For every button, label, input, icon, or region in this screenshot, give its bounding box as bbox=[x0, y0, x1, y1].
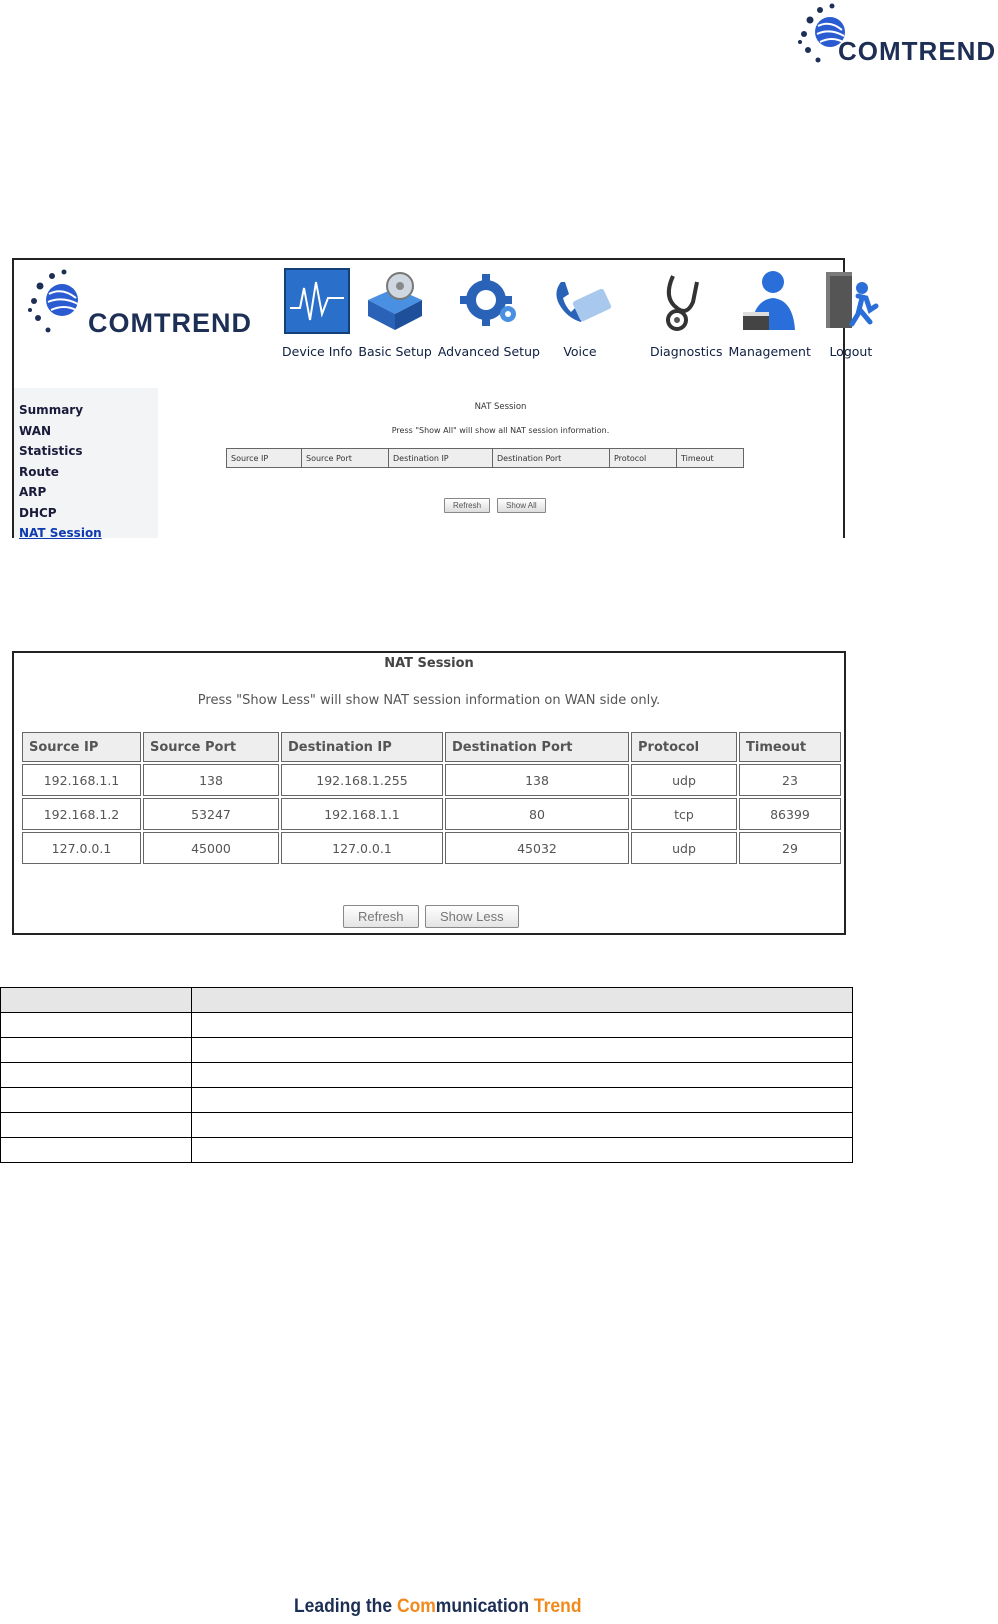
nav-basic-setup[interactable]: Basic Setup bbox=[358, 268, 431, 359]
table-row bbox=[22, 832, 841, 864]
logout-icon bbox=[817, 268, 885, 334]
cell-destination-port: 45032 bbox=[445, 832, 629, 864]
cell-destination-ip: 127.0.0.1 bbox=[281, 832, 443, 864]
sidebar-item-arp[interactable]: ARP bbox=[19, 485, 47, 499]
column-header: Source IP bbox=[227, 449, 302, 468]
table-row bbox=[1, 1063, 853, 1088]
cell-protocol: udp bbox=[631, 832, 737, 864]
nav-management[interactable]: Management bbox=[729, 268, 811, 359]
sidebar-item-dhcp[interactable]: DHCP bbox=[19, 505, 57, 520]
cell-source-port: 138 bbox=[143, 764, 279, 796]
show-less-button[interactable]: Show Less bbox=[425, 905, 519, 928]
comtrend-globe-icon bbox=[24, 266, 94, 346]
router-header bbox=[14, 260, 873, 388]
cell-protocol: tcp bbox=[631, 798, 737, 830]
column-header: Destination IP bbox=[281, 732, 443, 762]
parameter-description-table bbox=[0, 987, 853, 1163]
nav-device-info[interactable]: Device Info bbox=[282, 268, 352, 359]
column-header: Source Port bbox=[302, 449, 389, 468]
cell-protocol: udp bbox=[631, 764, 737, 796]
device-info-icon bbox=[283, 268, 351, 334]
cell-destination-ip: 192.168.1.255 bbox=[281, 764, 443, 796]
column-header: Timeout bbox=[677, 449, 744, 468]
nat-table-empty bbox=[226, 448, 744, 468]
column-header: Protocol bbox=[631, 732, 737, 762]
nav-logout[interactable]: Logout bbox=[817, 268, 885, 359]
table-row bbox=[1, 1013, 853, 1038]
cell-source-ip: 192.168.1.2 bbox=[22, 798, 141, 830]
nav-advanced-setup[interactable]: Advanced Setup bbox=[438, 268, 540, 359]
router-wordmark: COMTREND bbox=[88, 308, 252, 338]
sidebar-item-route[interactable]: Route bbox=[19, 464, 59, 479]
column-header: Timeout bbox=[739, 732, 841, 762]
nav-diagnostics[interactable]: Diagnostics bbox=[650, 268, 723, 359]
cell-source-ip: 192.168.1.1 bbox=[22, 764, 141, 796]
voice-icon bbox=[546, 268, 614, 334]
table-row bbox=[1, 1113, 853, 1138]
management-icon bbox=[736, 268, 804, 334]
top-nav bbox=[282, 268, 891, 359]
sidebar-item-summary[interactable]: Summary bbox=[19, 403, 84, 417]
cell-source-port: 45000 bbox=[143, 832, 279, 864]
nat-session-screenshot-2 bbox=[12, 651, 846, 935]
column-header: Destination IP bbox=[389, 449, 493, 468]
table-row bbox=[22, 764, 841, 796]
nav-voice[interactable]: Voice bbox=[546, 268, 614, 359]
table-row bbox=[1, 1088, 853, 1113]
cell-source-port: 53247 bbox=[143, 798, 279, 830]
page-title: NAT Session bbox=[384, 656, 474, 671]
refresh-button[interactable]: Refresh bbox=[343, 905, 419, 928]
column-header: Destination Port bbox=[493, 449, 610, 468]
page-description: Press "Show All" will show all NAT session information. bbox=[391, 426, 610, 435]
table-row bbox=[1, 1038, 853, 1063]
column-header: Destination Port bbox=[445, 732, 629, 762]
cell-destination-port: 138 bbox=[445, 764, 629, 796]
cell-timeout: 86399 bbox=[739, 798, 841, 830]
nat-session-panel-small bbox=[158, 388, 843, 538]
comtrend-wordmark-top: COMTREND bbox=[838, 36, 997, 66]
cell-destination-port: 80 bbox=[445, 798, 629, 830]
sidebar-item-statistics[interactable]: Statistics bbox=[19, 444, 83, 458]
nat-session-screenshot-1 bbox=[12, 258, 873, 540]
sidebar-item-nat-session[interactable]: NAT Session bbox=[19, 526, 102, 540]
diagnostics-icon bbox=[652, 268, 720, 334]
footer-tagline: Leading the Communication Trend bbox=[294, 1596, 582, 1617]
table-row bbox=[22, 798, 841, 830]
cell-source-ip: 127.0.0.1 bbox=[22, 832, 141, 864]
table-header-row bbox=[1, 988, 853, 1013]
sidebar-menu bbox=[14, 388, 158, 538]
cell-timeout: 29 bbox=[739, 832, 841, 864]
column-header: Source Port bbox=[143, 732, 279, 762]
nat-session-table bbox=[20, 730, 843, 866]
cell-timeout: 23 bbox=[739, 764, 841, 796]
sidebar-item-wan[interactable]: WAN bbox=[19, 423, 52, 438]
column-header: Protocol bbox=[610, 449, 677, 468]
page-description: Press "Show Less" will show NAT session information on WAN side only. bbox=[197, 693, 661, 708]
show-all-button[interactable]: Show All bbox=[497, 498, 546, 513]
column-header: Source IP bbox=[22, 732, 141, 762]
router-logo bbox=[24, 266, 264, 346]
cell-destination-ip: 192.168.1.1 bbox=[281, 798, 443, 830]
basic-setup-icon bbox=[361, 268, 429, 334]
advanced-setup-icon bbox=[455, 268, 523, 334]
refresh-button[interactable]: Refresh bbox=[444, 498, 490, 513]
table-row bbox=[1, 1138, 853, 1163]
page-title: NAT Session bbox=[474, 402, 527, 412]
